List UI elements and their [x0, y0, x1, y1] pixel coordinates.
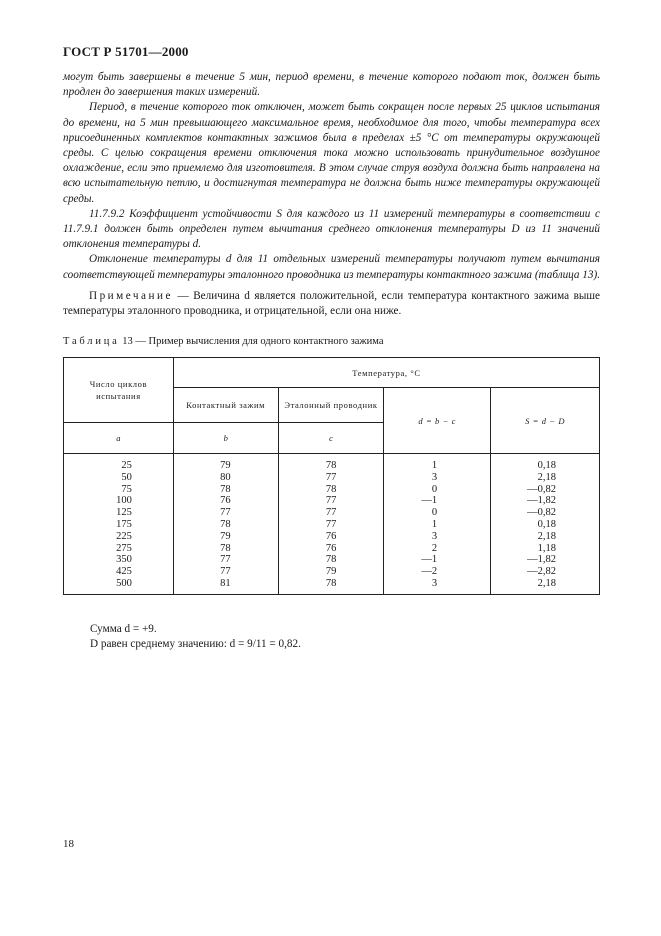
- cell-s: —1,82: [527, 495, 556, 507]
- cell-cycles: 125: [116, 507, 132, 519]
- page-number: 18: [63, 838, 74, 850]
- cell-reference: 77: [325, 507, 337, 519]
- cell-reference: 77: [325, 518, 337, 530]
- header-reference: Эталонный проводник: [278, 388, 384, 423]
- paragraph-4: Отклонение температуры d для 11 отдельных измерений температуры получают путем вычитания соответствующей температуры эталонного проводника из температуры контактного зажима (таблица 13).: [63, 253, 601, 281]
- summary-block: [90, 622, 301, 652]
- cell-d: —2: [421, 566, 438, 578]
- cell-reference: 78: [325, 554, 337, 566]
- cell-reference: 78: [325, 577, 337, 589]
- cell-s: 0,18: [537, 518, 556, 530]
- cell-reference: 79: [325, 566, 337, 578]
- cell-s: 2,18: [537, 577, 556, 589]
- cell-d: 3: [431, 577, 438, 589]
- cell-clamp: 78: [220, 542, 231, 554]
- note-text: — Величина d является положительной, если температура контактного зажима выше температуры эталонного проводника, и отрицательной, если она ниже.: [63, 289, 600, 318]
- cell-clamp: 77: [220, 566, 231, 578]
- cell-reference: 76: [325, 542, 337, 554]
- mean-line: D равен среднему значению: d = 9/11 = 0,82.: [90, 638, 301, 650]
- cell-d: 1: [431, 460, 438, 471]
- cell-s: —0,82: [527, 507, 556, 519]
- column-cycles-values: [64, 454, 174, 595]
- letter-c: c: [278, 423, 384, 454]
- cell-clamp: 77: [220, 554, 231, 566]
- header-s-formula: S = d − D: [491, 388, 600, 454]
- cell-clamp: 81: [220, 577, 231, 589]
- document-code-header: ГОСТ Р 51701—2000: [63, 44, 189, 59]
- cell-s: 1,18: [537, 542, 556, 554]
- body-text-block: [63, 70, 600, 319]
- example-table: [63, 357, 600, 595]
- header-cycles: Число циклов испытания: [64, 358, 174, 423]
- cell-reference: 76: [325, 530, 337, 542]
- cell-cycles: 350: [116, 554, 132, 566]
- column-reference-values: [278, 454, 384, 595]
- cell-s: 2,18: [537, 530, 556, 542]
- cell-clamp: 78: [220, 483, 231, 495]
- column-s-values: [491, 454, 600, 595]
- cell-cycles: 225: [116, 530, 132, 542]
- cell-clamp: 79: [220, 530, 231, 542]
- cell-d: 3: [431, 471, 438, 483]
- cell-cycles: 100: [116, 495, 132, 507]
- header-temperature: Температура, °С: [173, 358, 599, 388]
- table-body-row: [64, 454, 600, 595]
- cell-s: —0,82: [527, 483, 556, 495]
- letter-b: b: [173, 423, 278, 454]
- cell-reference: 78: [325, 483, 337, 495]
- cell-d: —1: [421, 554, 438, 566]
- cell-d: 0: [431, 507, 438, 519]
- paragraph-2: Период, в течение которого ток отключен, может быть сокращен после первых 25 циклов испытания до времени, на 5 мин превышающего максимальное время, необходимое для того, чтобы температура всех присоединенных комплектов контактных зажимов была в пределах ±5 °С от температуры окружающей среды. С целью сокращения времени отключения тока можно использовать принудительное воздушное охлаждение, если это приемлемо для изготовителя. В этом случае струя воздуха должна быть направлена на всю испытательную петлю, и достигнутая температура не должна быть ниже температуры окружающей среды.: [63, 101, 600, 205]
- cell-s: —2,82: [527, 566, 556, 578]
- cell-clamp: 79: [220, 460, 231, 471]
- table-caption-text: 13 — Пример вычисления для одного контактного зажима: [119, 336, 384, 347]
- column-d-values: [384, 454, 491, 595]
- cell-cycles: 75: [121, 483, 132, 495]
- cell-s: —1,82: [527, 554, 556, 566]
- cell-clamp: 77: [220, 507, 231, 519]
- cell-d: 1: [431, 518, 438, 530]
- cell-reference: 77: [325, 495, 337, 507]
- cell-d: 2: [431, 542, 438, 554]
- note-paragraph: [63, 289, 600, 319]
- cell-d: 3: [431, 530, 438, 542]
- table-caption-label: Таблица: [63, 336, 120, 347]
- cell-clamp: 78: [220, 518, 231, 530]
- cell-cycles: 425: [116, 566, 132, 578]
- cell-clamp: 76: [220, 495, 231, 507]
- cell-d: 0: [431, 483, 438, 495]
- header-d-formula: d = b − c: [384, 388, 491, 454]
- cell-cycles: 25: [121, 460, 132, 471]
- note-label: Примечание: [89, 289, 173, 302]
- cell-clamp: 80: [220, 471, 231, 483]
- cell-cycles: 50: [121, 471, 132, 483]
- cell-s: 0,18: [537, 460, 556, 471]
- header-clamp: Контактный зажим: [173, 388, 278, 423]
- cell-d: —1: [421, 495, 438, 507]
- table-caption: [63, 336, 384, 347]
- letter-a: a: [64, 423, 174, 454]
- cell-s: 2,18: [537, 471, 556, 483]
- column-clamp-values: [173, 454, 278, 595]
- sum-line: Сумма d = +9.: [90, 623, 157, 635]
- paragraph-3: 11.7.9.2 Коэффициент устойчивости S для каждого из 11 измерений температуры в соответствии с 11.7.9.1 должен быть определен путем вычитания среднего отклонения температуры D из 11 значений отклонения температуры d.: [63, 207, 600, 251]
- cell-cycles: 175: [116, 518, 132, 530]
- cell-reference: 77: [325, 471, 337, 483]
- cell-reference: 78: [325, 460, 337, 471]
- cell-cycles: 500: [116, 577, 132, 589]
- paragraph-1: могут быть завершены в течение 5 мин, период времени, в течение которого подают ток, должен быть продлен до завершения таких измерений.: [63, 71, 600, 99]
- cell-cycles: 275: [116, 542, 132, 554]
